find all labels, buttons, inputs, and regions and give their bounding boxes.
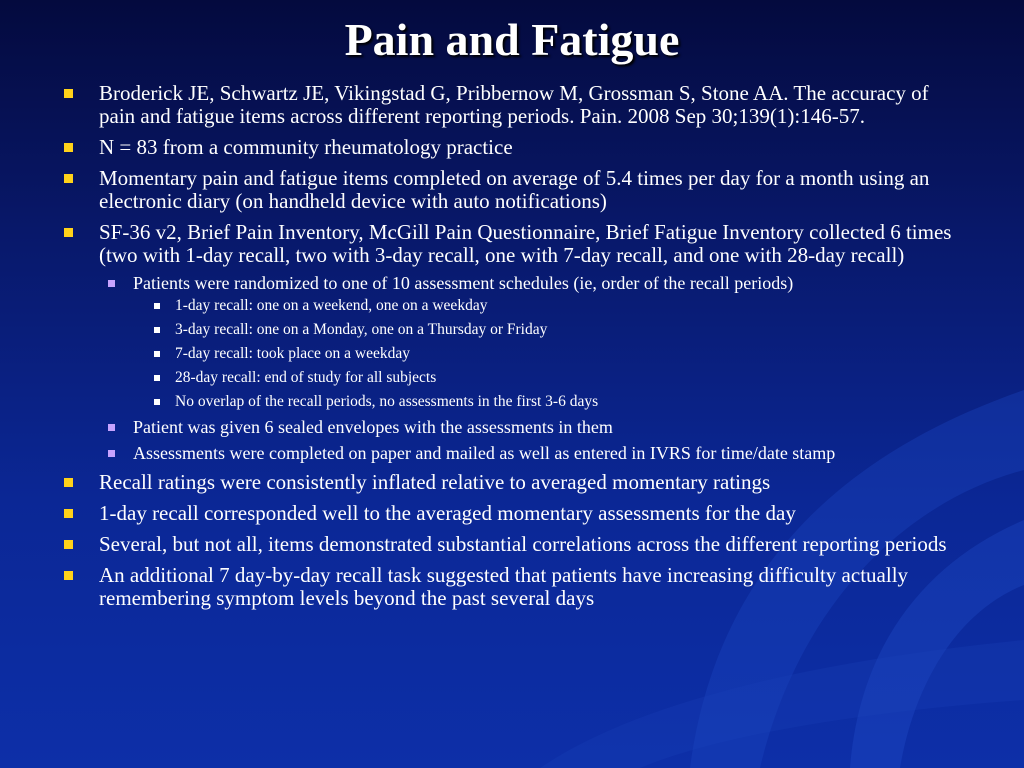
square-bullet-icon — [154, 327, 160, 333]
bullet-text: Recall ratings were consistently inflated relative to averaged momentary ratings — [99, 470, 771, 494]
sub-sub-bullet-item — [152, 369, 965, 387]
sub-sub-bullet-item — [152, 297, 965, 315]
bullet-item — [60, 533, 965, 556]
sub-sub-bullet-text: 1-day recall: one on a weekend, one on a weekday — [175, 297, 488, 314]
bullet-item — [60, 82, 965, 128]
bullet-item — [60, 564, 965, 610]
bullet-text: An additional 7 day-by-day recall task suggested that patients have increasing difficulty actually remembering symptom levels beyond the past several days — [99, 563, 909, 610]
sub-bullet-item — [106, 273, 965, 411]
sub-sub-bullet-item — [152, 345, 965, 363]
bullet-item — [60, 502, 965, 525]
bullet-text: Broderick JE, Schwartz JE, Vikingstad G, Pribbernow M, Grossman S, Stone AA. The accuracy of pain and fatigue items across different reporting periods. Pain. 2008 Sep 30;139(1):146-57. — [99, 81, 929, 128]
square-bullet-icon — [154, 303, 160, 309]
square-bullet-icon — [64, 478, 73, 487]
slide-title: Pain and Fatigue — [344, 14, 680, 65]
sub-bullet-text: Patients were randomized to one of 10 assessment schedules (ie, order of the recall periods) — [133, 273, 794, 293]
swoosh-band-lower — [540, 640, 1024, 768]
sub-sub-bullet-item — [152, 393, 965, 411]
bullet-list — [60, 82, 965, 610]
square-bullet-icon — [64, 540, 73, 549]
bullet-text: SF-36 v2, Brief Pain Inventory, McGill Pain Questionnaire, Brief Fatigue Inventory collected 6 times (two with 1-day recall, two with 3-day recall, one with 7-day recall, and one with 28-day recall) — [99, 220, 952, 267]
square-bullet-icon — [64, 228, 73, 237]
sub-bullet-text: Assessments were completed on paper and mailed as well as entered in IVRS for time/date stamp — [133, 443, 836, 463]
sub-sub-bullet-text: No overlap of the recall periods, no assessments in the first 3-6 days — [175, 393, 599, 410]
bullet-text: 1-day recall corresponded well to the averaged momentary assessments for the day — [99, 501, 796, 525]
sub-bullet-item — [106, 417, 965, 437]
square-bullet-icon — [154, 375, 160, 381]
bullet-item — [60, 221, 965, 463]
bullet-item — [60, 471, 965, 494]
square-bullet-icon — [108, 450, 115, 457]
sub-sub-bullet-text: 3-day recall: one on a Monday, one on a Thursday or Friday — [175, 321, 548, 338]
square-bullet-icon — [64, 143, 73, 152]
bullet-item — [60, 136, 965, 159]
square-bullet-icon — [64, 174, 73, 183]
bullet-text: Several, but not all, items demonstrated substantial correlations across the different reporting periods — [99, 532, 947, 556]
square-bullet-icon — [154, 399, 160, 405]
sub-sub-bullet-text: 7-day recall: took place on a weekday — [175, 345, 410, 362]
square-bullet-icon — [64, 89, 73, 98]
sub-bullet-list — [60, 273, 965, 463]
square-bullet-icon — [108, 424, 115, 431]
square-bullet-icon — [64, 509, 73, 518]
sub-sub-bullet-item — [152, 321, 965, 339]
bullet-text: Momentary pain and fatigue items completed on average of 5.4 times per day for a month using an electronic diary (on handheld device with auto notifications) — [99, 166, 930, 213]
sub-bullet-item — [106, 443, 965, 463]
sub-sub-bullet-text: 28-day recall: end of study for all subjects — [175, 369, 437, 386]
slide-body — [60, 82, 965, 618]
sub-sub-bullet-list — [106, 297, 965, 411]
bullet-item — [60, 167, 965, 213]
square-bullet-icon — [108, 280, 115, 287]
square-bullet-icon — [154, 351, 160, 357]
square-bullet-icon — [64, 571, 73, 580]
sub-bullet-text: Patient was given 6 sealed envelopes with the assessments in them — [133, 417, 613, 437]
bullet-text: N = 83 from a community rheumatology practice — [99, 135, 513, 159]
